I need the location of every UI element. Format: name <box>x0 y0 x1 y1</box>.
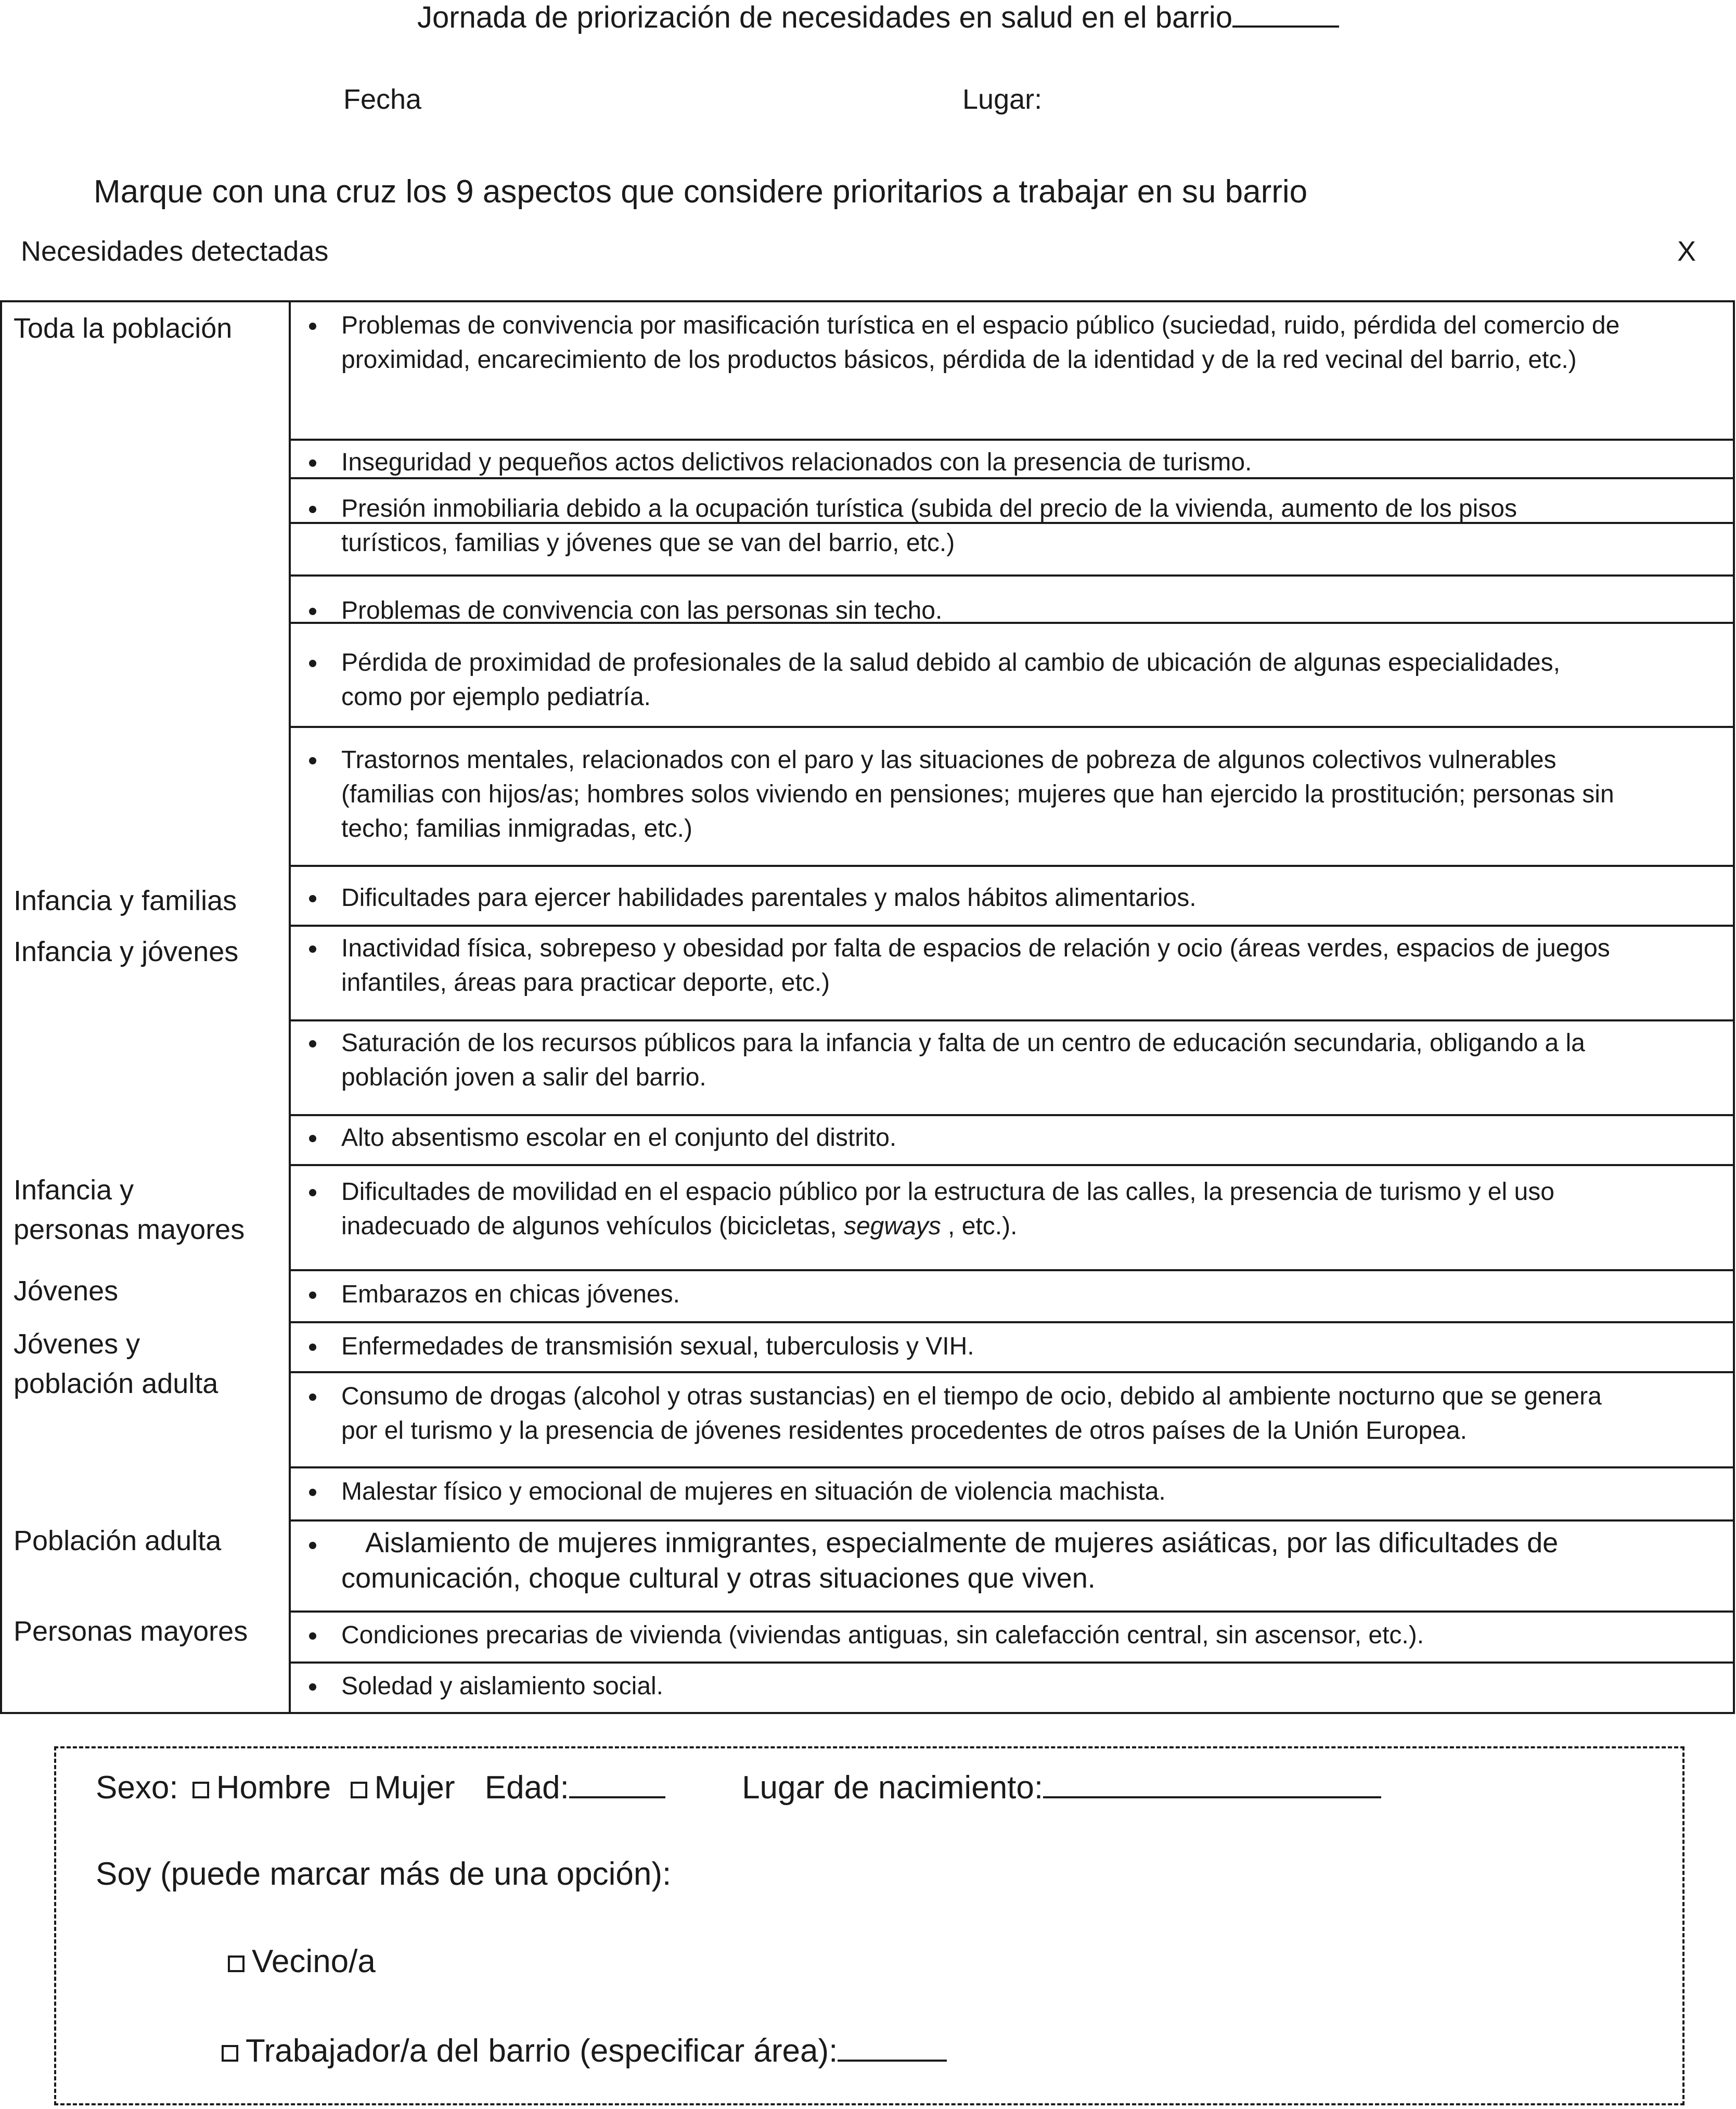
vecino-label: Vecino/a <box>252 1944 376 1979</box>
bullet-icon <box>309 1683 316 1691</box>
soy-label: Soy (puede marcar más de una opción): <box>96 1856 672 1892</box>
fecha-label: Fecha <box>343 84 422 115</box>
need-item[interactable]: Inseguridad y pequeños actos delictivos relacionados con la presencia de turismo. <box>341 449 1252 476</box>
mujer-checkbox[interactable] <box>351 1782 367 1798</box>
row-divider <box>289 1610 1733 1613</box>
group-poblacion-adulta: Población adulta <box>14 1525 222 1556</box>
group-personas-mayores: Personas mayores <box>14 1616 248 1647</box>
need-item[interactable]: Trastornos mentales, relacionados con el paro y las situaciones de pobreza de algunos colectivos vulnerables (familias con hijos/as; hombres solos viviendo en pensiones; mujeres que han ejercido la prostitución; personas sin techo; familias inmigradas, etc.) <box>341 746 1614 842</box>
group-jovenes-adulta-line1: Jóvenes y <box>14 1328 140 1360</box>
hombre-checkbox[interactable] <box>192 1782 209 1798</box>
need-item[interactable]: Malestar físico y emocional de mujeres en situación de violencia machista. <box>341 1478 1166 1505</box>
instruction-text: Marque con una cruz los 9 aspectos que considere prioritarios a trabajar en su barrio <box>94 174 1308 210</box>
bullet-icon <box>309 1040 316 1047</box>
need-item[interactable]: Dificultades para ejercer habilidades parentales y malos hábitos alimentarios. <box>341 884 1197 912</box>
barrio-blank[interactable] <box>1232 1 1339 28</box>
group-jovenes: Jóvenes <box>14 1275 119 1307</box>
edad-label: Edad: <box>484 1770 569 1806</box>
vecino-option <box>228 1943 376 1980</box>
row-divider <box>289 439 1733 441</box>
bullet-icon <box>309 1542 316 1549</box>
need-item[interactable]: Pérdida de proximidad de profesionales de la salud debido al cambio de ubicación de algunas especialidades, como por ejemplo pediatría. <box>341 649 1560 711</box>
needs-column-header: Necesidades detectadas <box>21 236 329 267</box>
need-item[interactable]: Inactividad física, sobrepeso y obesidad por falta de espacios de relación y ocio (áreas verdes, espacios de juegos infantiles, áreas para practicar deporte, etc.) <box>341 935 1610 996</box>
group-toda-la-poblacion: Toda la población <box>14 313 233 344</box>
group-jovenes-adulta-line2: población adulta <box>14 1368 218 1399</box>
bullet-icon <box>309 506 316 513</box>
bullet-icon <box>309 1292 316 1299</box>
need-item[interactable]: Embarazos en chicas jóvenes. <box>341 1281 680 1308</box>
group-infancia-jovenes: Infancia y jóvenes <box>14 936 239 967</box>
row-divider <box>289 1371 1733 1373</box>
mujer-label: Mujer <box>374 1770 455 1806</box>
need-item-italic: segways <box>843 1212 941 1240</box>
need-item[interactable]: Saturación de los recursos públicos para la infancia y falta de un centro de educación secundaria, obligando a la población joven a salir del barrio. <box>341 1029 1585 1091</box>
row-divider <box>289 1519 1733 1522</box>
form-title-text: Jornada de priorización de necesidades en salud en el barrio <box>417 1 1233 34</box>
row-divider <box>289 865 1733 867</box>
bullet-icon <box>309 1394 316 1401</box>
row-divider <box>289 1269 1733 1271</box>
need-item[interactable]: Consumo de drogas (alcohol y otras sustancias) en el tiempo de ocio, debido al ambiente nocturno que se genera por el turismo y la presencia de jóvenes residentes procedentes de otros países de la Unión Europea. <box>341 1383 1602 1445</box>
vecino-checkbox[interactable] <box>228 1955 245 1972</box>
hombre-label: Hombre <box>216 1770 331 1806</box>
row-divider <box>289 1321 1733 1323</box>
bullet-icon <box>309 757 316 764</box>
bullet-icon <box>309 1135 316 1142</box>
row-divider <box>289 925 1733 927</box>
needs-table <box>0 300 1735 1714</box>
row-divider <box>289 1466 1733 1468</box>
x-column-header: X <box>1677 236 1696 267</box>
need-item[interactable]: Aislamiento de mujeres inmigrantes, especialmente de mujeres asiáticas, por las dificultades de comunicación, choque cultural y otras situaciones que viven. <box>341 1527 1559 1594</box>
trabajador-option <box>222 2033 947 2069</box>
lugar-nacimiento-label: Lugar de nacimiento: <box>742 1770 1044 1806</box>
group-infancia-mayores-line1: Infancia y <box>14 1174 134 1206</box>
need-item-text: Dificultades de movilidad en el espacio público por la estructura de las calles, la presencia de turismo y el uso inadecuado de algunos vehículos (bicicletas, <box>341 1178 1554 1240</box>
edad-field[interactable] <box>569 1775 665 1798</box>
bullet-icon <box>309 945 316 953</box>
bullet-icon <box>309 1632 316 1640</box>
need-item[interactable]: Enfermedades de transmisión sexual, tuberculosis y VIH. <box>341 1333 974 1360</box>
need-item[interactable] <box>341 1175 1621 1244</box>
sexo-label: Sexo: <box>96 1770 178 1806</box>
sexo-row <box>96 1769 1381 1806</box>
row-divider <box>289 726 1733 728</box>
need-item[interactable]: Soledad y aislamiento social. <box>341 1672 664 1700</box>
group-infancia-mayores-line2: personas mayores <box>14 1214 245 1245</box>
need-item[interactable]: Problemas de convivencia por masificación turística en el espacio público (suciedad, ruido, pérdida del comercio de proximidad, encarecimiento de los productos básicos, pérdida de la identidad y de la red vecinal del barrio, etc.) <box>341 312 1620 374</box>
need-item[interactable]: Problemas de convivencia con las personas sin techo. <box>341 597 943 624</box>
respondent-form <box>54 1746 1684 2105</box>
need-item[interactable]: Presión inmobiliaria debido a la ocupación turística (subida del precio de la vivienda, aumento de los pisos turísticos, familias y jóvenes que se van del barrio, etc.) <box>341 495 1517 557</box>
need-item-text: , etc.). <box>941 1212 1018 1240</box>
bullet-icon <box>309 608 316 615</box>
column-divider <box>289 302 291 1712</box>
bullet-icon <box>309 323 316 330</box>
area-field[interactable] <box>838 2039 947 2062</box>
bullet-icon <box>309 459 316 467</box>
need-item[interactable]: Condiciones precarias de vivienda (viviendas antiguas, sin calefacción central, sin ascensor, etc.). <box>341 1621 1424 1649</box>
group-infancia-familias: Infancia y familias <box>14 885 237 916</box>
row-divider <box>289 1019 1733 1021</box>
bullet-icon <box>309 895 316 902</box>
row-divider <box>289 1114 1733 1116</box>
trabajador-label: Trabajador/a del barrio (especificar área): <box>246 2033 838 2069</box>
bullet-icon <box>309 1344 316 1351</box>
trabajador-checkbox[interactable] <box>222 2045 238 2062</box>
bullet-icon <box>309 660 316 667</box>
row-divider <box>289 574 1733 577</box>
bullet-icon <box>309 1189 316 1196</box>
row-divider <box>289 1164 1733 1166</box>
lugar-label: Lugar: <box>962 84 1043 115</box>
lugar-nacimiento-field[interactable] <box>1043 1775 1381 1798</box>
row-divider <box>289 1661 1733 1664</box>
bullet-icon <box>309 1489 316 1496</box>
form-title <box>417 0 1339 35</box>
need-item[interactable]: Alto absentismo escolar en el conjunto del distrito. <box>341 1124 897 1152</box>
